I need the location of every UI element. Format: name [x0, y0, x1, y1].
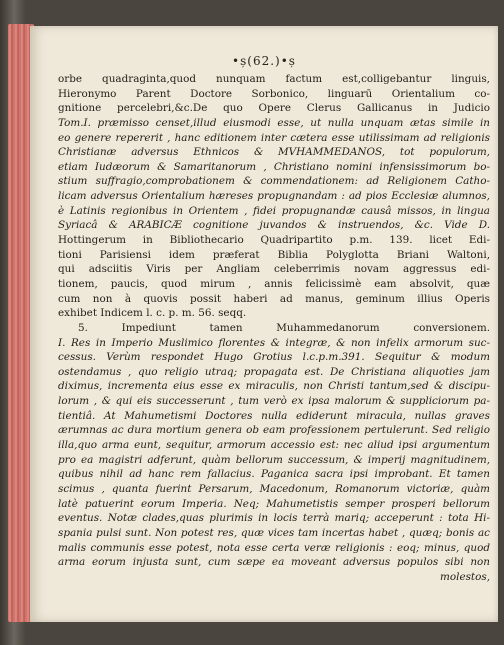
- text-line: illa,quo arma eunt, sequitur, armorum accessio est: nec aliud ipsi argumentum: [58, 439, 490, 452]
- text-line: tionem, paucis, quod mirum , annis felicissimè eam absolvit, quæ: [58, 277, 490, 290]
- text-line: molestos,: [440, 570, 490, 583]
- text-line: è Latinis regionibus in Orientem , fidei propugnandæ causâ missos, in lingua: [58, 204, 490, 217]
- text-block: [58, 72, 490, 584]
- text-line: quibus nihil ad hanc rem fallacius. Paganica sacra ipsi improbant. Et tamen: [58, 468, 490, 481]
- text-line: scimus , quanta fuerint Persarum, Macedonum, Romanorum victoriæ, quàm: [58, 482, 490, 495]
- text-line: Christianæ adversus Ethnicos & MVHAMMEDANOS, tot populorum,: [58, 146, 490, 159]
- text-line: cessus. Verùm respondet Hugo Grotius l.c.p.m.391. Sequitur & modum: [58, 351, 490, 364]
- text-line: orbe quadraginta,quod nunquam factum est,colligebantur linguis,: [58, 73, 490, 85]
- text-line: I. Res in Imperio Muslimico florentes & integræ, & non infelix armorum suc-: [58, 336, 490, 349]
- text-line: tioni Parisiensi idem præferat Biblia Polyglotta Briani Waltoni,: [58, 248, 490, 261]
- text-line: eventus. Notæ clades,quas plurimis in locis terrà mariq; acceperunt : tota Hi-: [58, 512, 490, 525]
- text-line: 5. Impediunt tamen Muhammedanorum conversionem.: [78, 321, 490, 334]
- text-line: cum non à quovis possit haberi ad manus, geminum illius Operis: [58, 292, 490, 305]
- book-page: [30, 26, 498, 622]
- text-line: stium suffragio,comprobationem & commendationem: ad Religionem Catho-: [58, 175, 490, 188]
- text-line: Hieronymo Parent Doctore Sorbonico, linguarū Orientalium co-: [58, 87, 490, 100]
- text-line: pro ea magistri adferunt, quàm bellorum successum, & imperij magnitudinem,: [58, 453, 490, 466]
- text-line: lorum , & qui eis successerunt , tum verò ex ipsa malorum & suppliciorum pa-: [58, 395, 490, 408]
- text-line: ærumnas ac dura mortium genera ob eam professionem pertulerunt. Sed religio: [58, 424, 490, 437]
- text-line: spania pulsi sunt. Non potest res, quæ vices tam incertas habet , quæq; bonis ac: [58, 526, 490, 539]
- text-line: eo genere repererit , hanc editionem inter cætera esse utilissimam ad religionis: [58, 131, 490, 144]
- text-line: exhibet Indicem l. c. p. m. 56. seqq.: [58, 307, 247, 320]
- page-number-header: •ș(62.)•ș: [232, 54, 296, 68]
- text-line: gnitione percelebri,&c.De quo Opere Clerus Gallicanus in Judicio: [58, 102, 490, 115]
- text-line: Hottingerum in Bibliothecario Quadripartito p.m. 139. licet Edi-: [58, 234, 490, 247]
- text-line: ostendamus , quo religio utraq; propagata est. De Christiana aliquoties jam: [58, 365, 490, 378]
- text-line: Syriacâ & ARABICÆ cognitione juvandos & instruendos, &c. Vide D.: [58, 219, 490, 232]
- text-line: licam adversus Orientalium hæreses propugnandam : ad pios Ecclesiæ alumnos,: [58, 190, 490, 203]
- text-line: arma eorum injusta sunt, cum sæpe ea moveant adversus populos sibi non: [58, 556, 490, 569]
- text-line: Tom.I. præmisso censet,illud eiusmodi esse, ut nulla unquam ætas simile in: [58, 116, 490, 129]
- text-line: malis communis esse potest, nota esse certa veræ religionis : eoq; minus, quod: [58, 541, 490, 554]
- text-line: etiam Iudæorum & Samaritanorum , Christiano nomini infensissimorum bo-: [58, 160, 490, 173]
- text-line: tientiâ. At Mahumetismi Doctores nulla ediderunt miracula, nullas graves: [58, 409, 490, 422]
- text-line: diximus, incrementa eius esse ex miraculis, non Christi tantum,sed & discipu-: [58, 380, 490, 393]
- text-line: latè patuerint eorum Imperia. Neq; Mahumetistis semper prosperi bellorum: [58, 497, 490, 510]
- text-line: qui adsciitis Viris per Angliam celeberrimis novam aggressus edi-: [58, 263, 490, 276]
